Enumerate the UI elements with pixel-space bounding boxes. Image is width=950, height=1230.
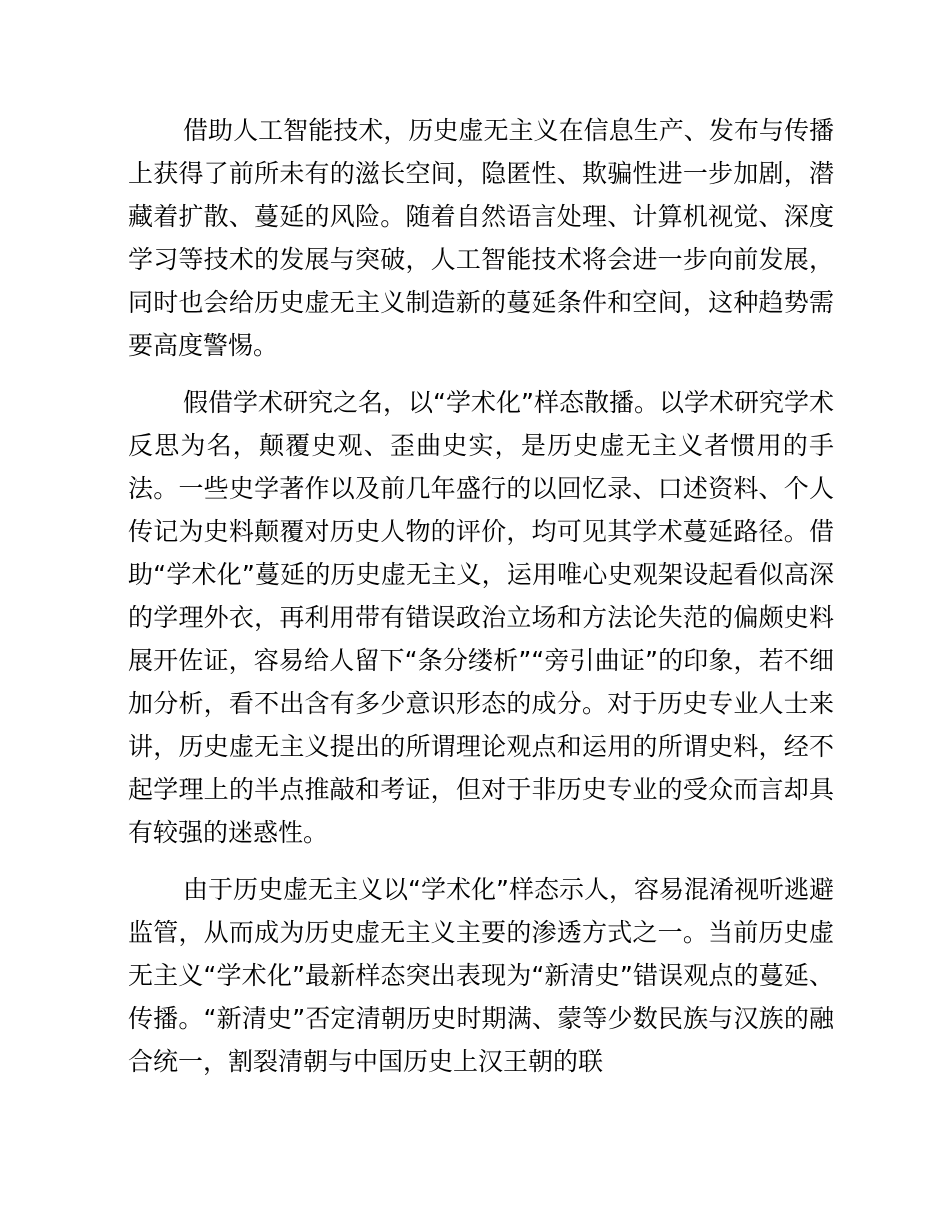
paragraph: 由于历史虚无主义以“学术化”样态示人，容易混淆视听逃避监管，从而成为历史虚无主义主要的渗透方式之一。当前历史虚无主义“学术化”最新样态突出表现为“新清史”错误观点的蔓延、传播。“新清史”否定清朝历史时期满、蒙等少数民族与汉族的融合统一，割裂清朝与中国历史上汉王朝的联 [128,875,834,1076]
paragraph: 借助人工智能技术，历史虚无主义在信息生产、发布与传播上获得了前所未有的滋长空间，隐匿性、欺骗性进一步加剧，潜藏着扩散、蔓延的风险。随着自然语言处理、计算机视觉、深度学习等技术的发展与突破，人工智能技术将会进一步向前发展，同时也会给历史虚无主义制造新的蔓延条件和空间，这种趋势需要高度警惕。 [128,116,834,360]
paragraph: 假借学术研究之名，以“学术化”样态散播。以学术研究学术反思为名，颠覆史观、歪曲史实，是历史虚无主义者惯用的手法。一些史学著作以及前几年盛行的以回忆录、口述资料、个人传记为史料颠覆对历史人物的评价，均可见其学术蔓延路径。借助“学术化”蔓延的历史虚无主义，运用唯心史观架设起看似高深的学理外衣，再利用带有错误政治立场和方法论失范的偏颇史料展开佐证，容易给人留下“条分缕析”“旁引曲证”的印象，若不细加分析，看不出含有多少意识形态的成分。对于历史专业人士来讲，历史虚无主义提出的所谓理论观点和运用的所谓史料，经不起学理上的半点推敲和考证，但对于非历史专业的受众而言却具有较强的迷惑性。 [128,388,834,847]
